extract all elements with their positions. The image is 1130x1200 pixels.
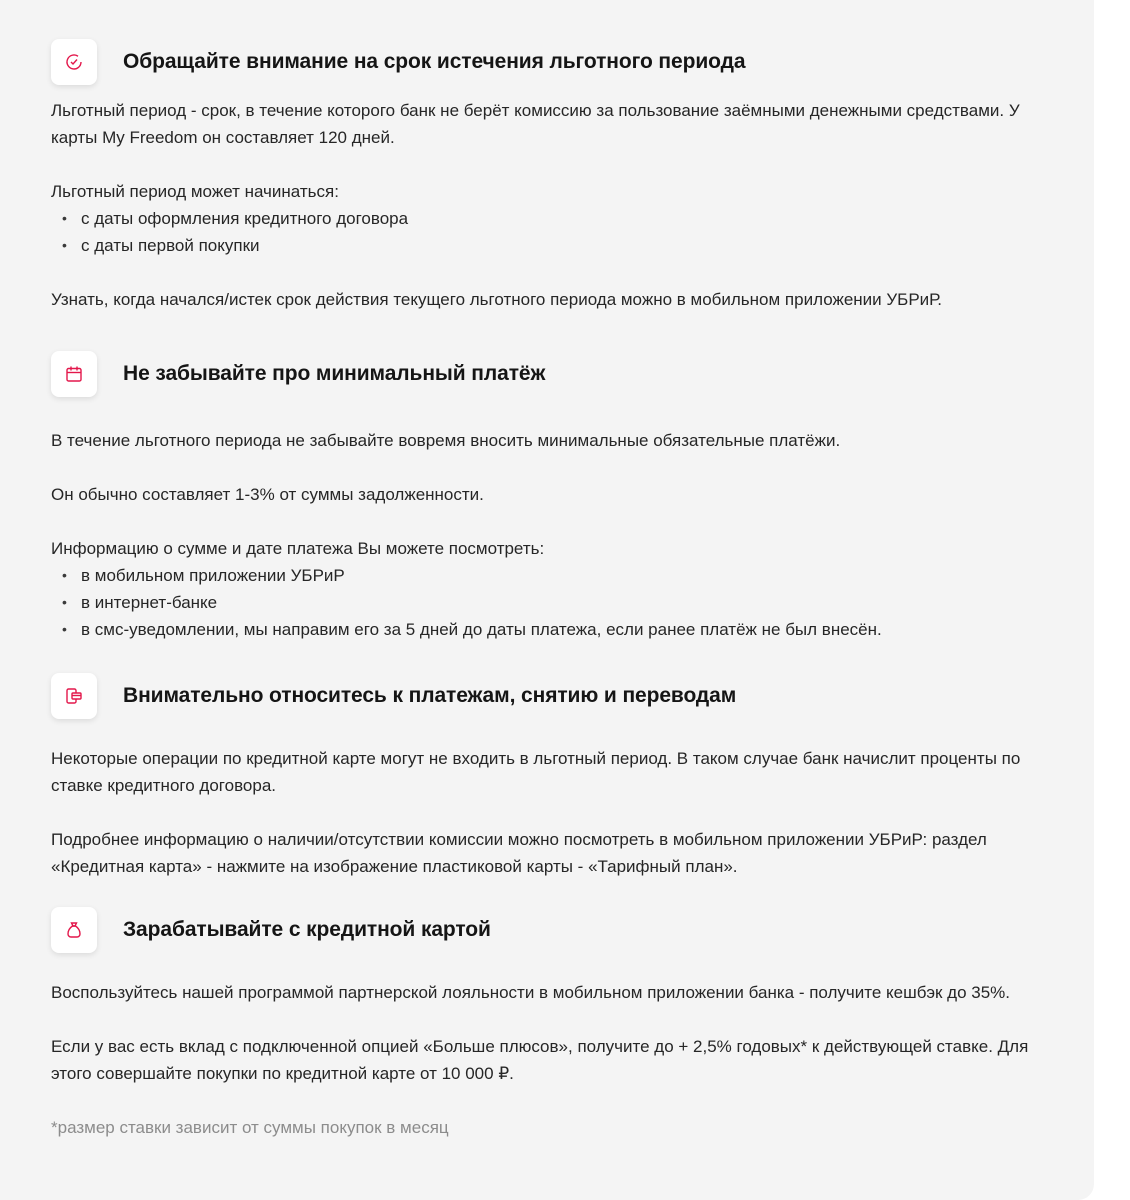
- section-title: Зарабатывайте с кредитной картой: [123, 918, 491, 941]
- list-item: • с даты первой покупки: [51, 232, 1061, 259]
- list-item: • в мобильном приложении УБРиР: [51, 562, 1061, 589]
- section-paragraph: Узнать, когда начался/истек срок действия текущего льготного периода можно в мобильном приложении УБРиР.: [51, 290, 943, 309]
- section-paragraph: Льготный период может начинаться:: [51, 182, 339, 201]
- list-item: • в смс-уведомлении, мы направим его за 5 дней до даты платежа, если ранее платёж не был внесён.: [51, 616, 1061, 643]
- section-header: [51, 38, 1061, 86]
- section-title: Внимательно относитесь к платежам, снятию и переводам: [123, 684, 737, 707]
- section-minimum-payment: [51, 350, 1061, 639]
- section-paragraph: Если у вас есть вклад с подключенной опцией «Больше плюсов», получите до + 2,5% годовых* к действующей ставке. Для этого совершайте покупки по кредитной карте от 10 000 ₽.: [51, 1037, 1029, 1083]
- section-header: [51, 350, 1061, 398]
- section-payments-transfers: [51, 672, 1061, 876]
- section-paragraph: Информацию о сумме и дате платежа Вы можете посмотреть:: [51, 539, 545, 558]
- section-grace-period: [51, 38, 1061, 309]
- section-earn-with-card: [51, 906, 1061, 1137]
- money-bag-icon: [51, 907, 97, 953]
- footnote: *размер ставки зависит от суммы покупок в месяц: [51, 1118, 449, 1137]
- section-title: Не забывайте про минимальный платёж: [123, 362, 546, 385]
- list-item: • с даты оформления кредитного договора: [51, 205, 1061, 232]
- section-paragraph: Некоторые операции по кредитной карте могут не входить в льготный период. В таком случае банк начислит проценты по ставке кредитного договора.: [51, 749, 1021, 795]
- section-paragraph: В течение льготного периода не забывайте вовремя вносить минимальные обязательные платёжи.: [51, 431, 841, 450]
- section-paragraph: Льготный период - срок, в течение которого банк не берёт комиссию за пользование заёмными денежными средствами. У карты My Freedom он составляет 120 дней.: [51, 101, 1020, 147]
- card-payment-icon: [51, 673, 97, 719]
- bullet-list: [51, 562, 1061, 643]
- check-circle-icon: [51, 39, 97, 85]
- section-header: [51, 906, 1061, 954]
- section-title: Обращайте внимание на срок истечения льготного периода: [123, 50, 746, 73]
- calendar-icon: [51, 351, 97, 397]
- section-paragraph: Он обычно составляет 1-3% от суммы задолженности.: [51, 485, 484, 504]
- bullet-list: [51, 205, 1061, 259]
- section-header: [51, 672, 1061, 720]
- section-paragraph: Подробнее информацию о наличии/отсутствии комиссии можно посмотреть в мобильном приложении УБРиР: раздел «Кредитная карта» - нажмите на изображение пластиковой карты - «Тарифный план».: [51, 830, 987, 876]
- section-paragraph: Воспользуйтесь нашей программой партнерской лояльности в мобильном приложении банка - получите кешбэк до 35%.: [51, 983, 1010, 1002]
- list-item: • в интернет-банке: [51, 589, 1061, 616]
